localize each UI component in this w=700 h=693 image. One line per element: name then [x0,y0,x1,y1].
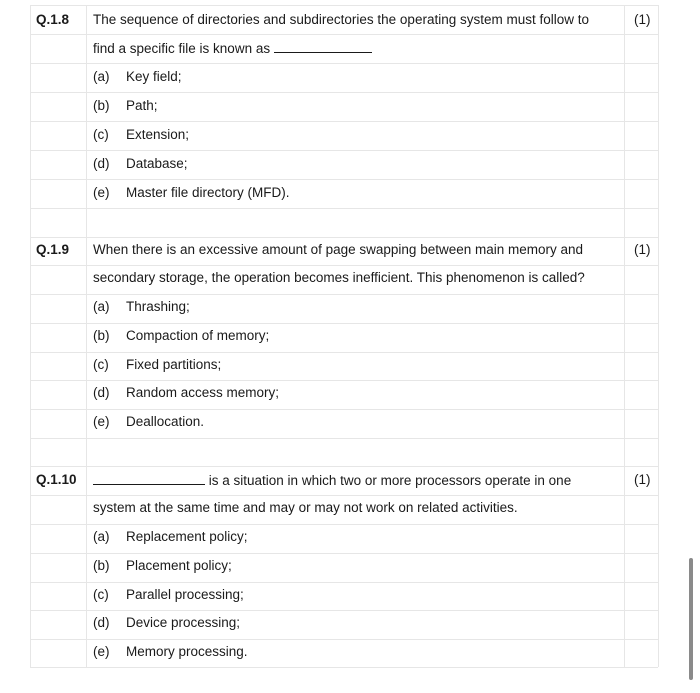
question-stem-line-2: secondary storage, the operation becomes inefficient. This phenomenon is called? [93,270,585,285]
option-letter: (e) [93,414,110,429]
question-number: Q.1.10 [36,472,77,487]
option-letter: (c) [93,587,109,602]
option-letter: (b) [93,558,110,573]
option-letter: (c) [93,357,109,372]
grid-line-marks-column [624,5,625,667]
option-letter: (e) [93,644,110,659]
option-letter: (d) [93,385,110,400]
grid-line [30,323,658,324]
question-number: Q.1.8 [36,12,70,27]
option-letter: (b) [93,328,110,343]
option-text: Compaction of memory; [126,328,270,343]
option-text: Device processing; [126,615,241,630]
option-text: Extension; [126,127,190,142]
option-text: Parallel processing; [126,587,244,602]
option-text: Random access memory; [126,385,280,400]
option-text: Memory processing. [126,644,248,659]
option-letter: (b) [93,98,110,113]
scrollbar-thumb[interactable] [689,558,693,680]
question-stem-line-2 [93,39,372,58]
grid-line [30,265,658,266]
grid-line [30,179,658,180]
option-text: Replacement policy; [126,529,248,544]
question-stem-text: is a situation in which two or more processors operate in one [208,473,572,488]
option-text: Key field; [126,69,182,84]
question-marks: (1) [634,12,651,27]
grid-line [30,92,658,93]
grid-line [30,380,658,381]
grid-line [30,34,658,35]
option-letter: (a) [93,299,110,314]
grid-line [30,639,658,640]
question-number: Q.1.9 [36,242,70,257]
grid-line-right [658,5,659,667]
grid-line [30,352,658,353]
grid-line-number-column [86,5,87,667]
grid-line [30,294,658,295]
grid-line [30,610,658,611]
option-text: Thrashing; [126,299,190,314]
grid-line [30,438,658,439]
grid-line [30,524,658,525]
question-stem-line-1: The sequence of directories and subdirectories the operating system must follow to [93,12,590,27]
grid-line [30,582,658,583]
option-letter: (c) [93,127,109,142]
question-stem-line-2: system at the same time and may or may not work on related activities. [93,500,518,515]
grid-line [30,553,658,554]
question-stem-line-1: When there is an excessive amount of page swapping between main memory and [93,242,584,257]
grid-line [30,208,658,209]
option-text: Path; [126,98,158,113]
answer-blank [93,471,205,485]
option-letter: (d) [93,615,110,630]
option-letter: (a) [93,529,110,544]
option-letter: (e) [93,185,110,200]
option-letter: (a) [93,69,110,84]
question-stem-line-1 [93,471,571,490]
option-text: Master file directory (MFD). [126,185,290,200]
answer-blank [274,39,372,53]
grid-line [30,495,658,496]
grid-line [30,237,658,238]
grid-line [30,5,658,6]
grid-line [30,150,658,151]
question-stem-text: find a specific file is known as [93,41,271,56]
grid-line [30,409,658,410]
grid-line [30,466,658,467]
option-text: Database; [126,156,188,171]
option-text: Placement policy; [126,558,232,573]
grid-line-left [30,5,31,667]
grid-line [30,667,658,668]
grid-line [30,121,658,122]
question-marks: (1) [634,472,651,487]
grid-line [30,63,658,64]
option-text: Fixed partitions; [126,357,222,372]
question-marks: (1) [634,242,651,257]
option-letter: (d) [93,156,110,171]
option-text: Deallocation. [126,414,205,429]
